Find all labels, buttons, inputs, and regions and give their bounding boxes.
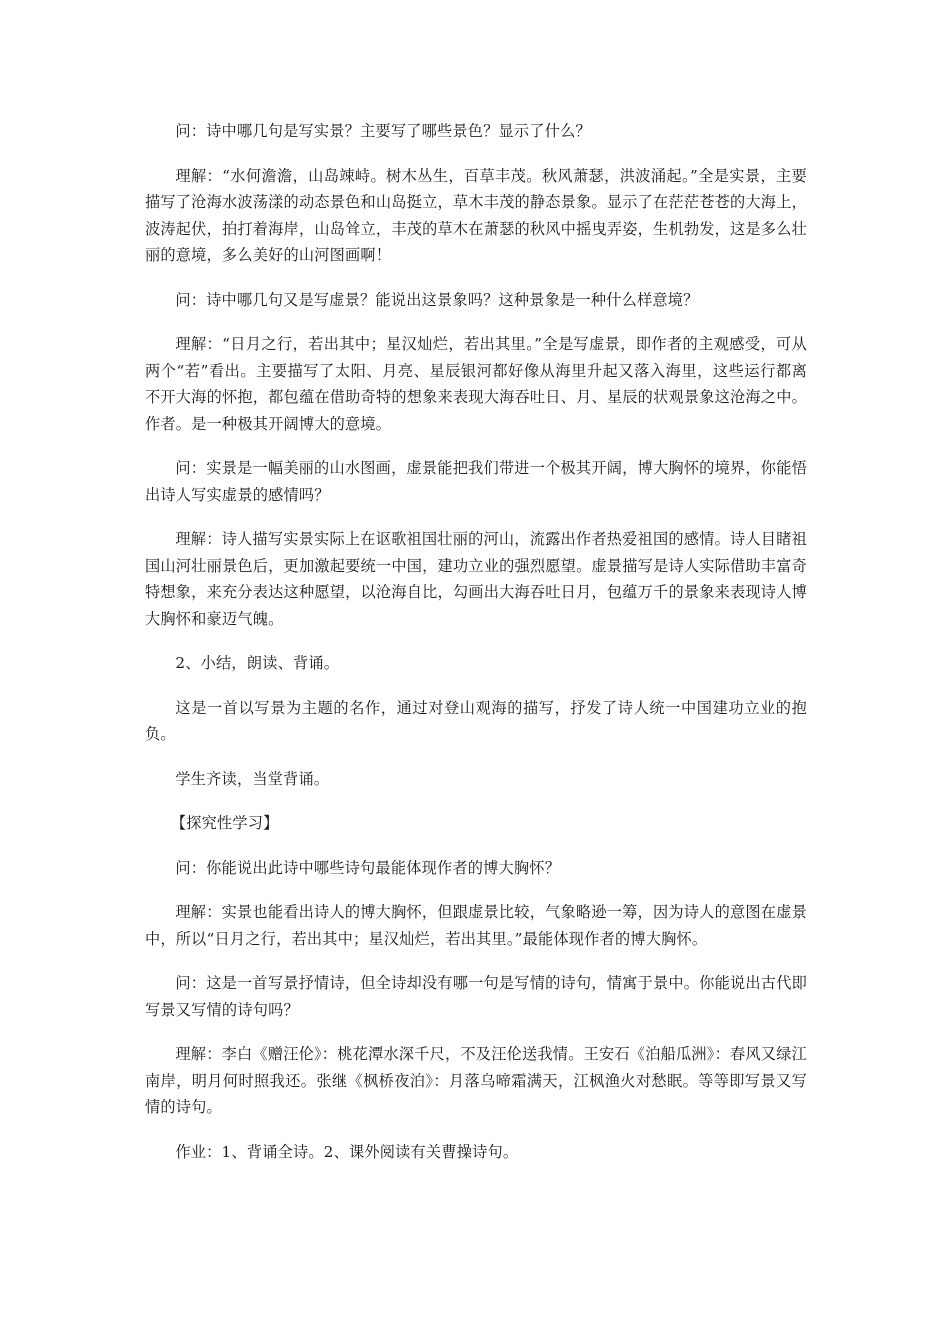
summary-text: 这是一首以写景为主题的名作，通过对登山观海的描写，抒发了诗人统一中国建功立业的抱负。	[145, 698, 807, 743]
answer-real-scenery: 理解：“水何澹澹，山岛竦峙。树木丛生，百草丰茂。秋风萧瑟，洪波涌起。”全是实景，主要描写了沧海水波荡漾的动态景色和山岛挺立，草木丰茂的静态景象。显示了在茫茫苍苍的大海上，波涛起伏，拍打着海岸，山岛耸立，丰茂的草木在萧瑟的秋风中摇曳弄姿，生机勃发，这是多么壮丽的意境，多么美好的山河图画啊！	[145, 166, 807, 264]
homework: 作业：1、背诵全诗。2、课外阅读有关曹操诗句。	[175, 1142, 519, 1161]
question-scenery-emotion: 问：这是一首写景抒情诗，但全诗却没有哪一句是写情的诗句，情寓于景中。你能说出古代即写景又写情的诗句吗？	[145, 974, 807, 1019]
inquiry-learning-heading: 【探究性学习】	[170, 814, 279, 832]
question-real-scenery: 问：诗中哪几句是写实景？主要写了哪些景色？显示了什么？	[175, 122, 591, 140]
answer-poet-feelings: 理解：诗人描写实景实际上在讴歌祖国壮丽的河山，流露出作者热爱祖国的感情。诗人目睹祖国山河壮丽景色后，更加激起要统一中国，建功立业的强烈愿望。虚景描写是诗人实际借助丰富奇特想象，来充分表达这种愿望，以沧海自比，勾画出大海吞吐日月，包蕴万千的景象来表现诗人博大胸怀和豪迈气魄。	[145, 530, 807, 628]
answer-broad-mind: 理解：实景也能看出诗人的博大胸怀，但跟虚景比较，气象略逊一筹，因为诗人的意图在虚景中，所以“日月之行，若出其中；星汉灿烂，若出其里。”最能体现作者的博大胸怀。	[145, 903, 807, 948]
recitation-note: 学生齐读，当堂背诵。	[175, 769, 330, 788]
answer-scenery-emotion: 理解：李白《赠汪伦》：桃花潭水深千尺，不及汪伦送我情。王安石《泊船瓜洲》：春风又绿江南岸，明月何时照我还。张继《枫桥夜泊》：月落乌啼霜满天，江枫渔火对愁眠。等等即写景又写情的诗句。	[145, 1045, 807, 1116]
question-broad-mind: 问：你能说出此诗中哪些诗句最能体现作者的博大胸怀？	[175, 858, 561, 877]
question-imagined-scenery: 问：诗中哪几句又是写虚景？能说出这景象吗？这种景象是一种什么样意境？	[175, 290, 699, 309]
question-poet-feelings: 问：实景是一幅美丽的山水图画，虚景能把我们带进一个极其开阔，博大胸怀的境界，你能悟出诗人写实虚景的感情吗？	[145, 459, 807, 504]
answer-imagined-scenery: 理解：“日月之行，若出其中；星汉灿烂，若出其里。”全是写虚景，即作者的主观感受，可从两个“若”看出。主要描写了太阳、月亮、星辰银河都好像从海里升起又落入海里，这些运行都离不开大海的怀抱，都包蕴在借助奇特的想象来表现大海吞吐日、月、星辰的状观景象这沧海之中。作者。是一种极其开阔博大的意境。	[145, 335, 807, 433]
summary-heading: 2、小结，朗读、背诵。	[175, 654, 340, 672]
document-body	[145, 118, 807, 1183]
